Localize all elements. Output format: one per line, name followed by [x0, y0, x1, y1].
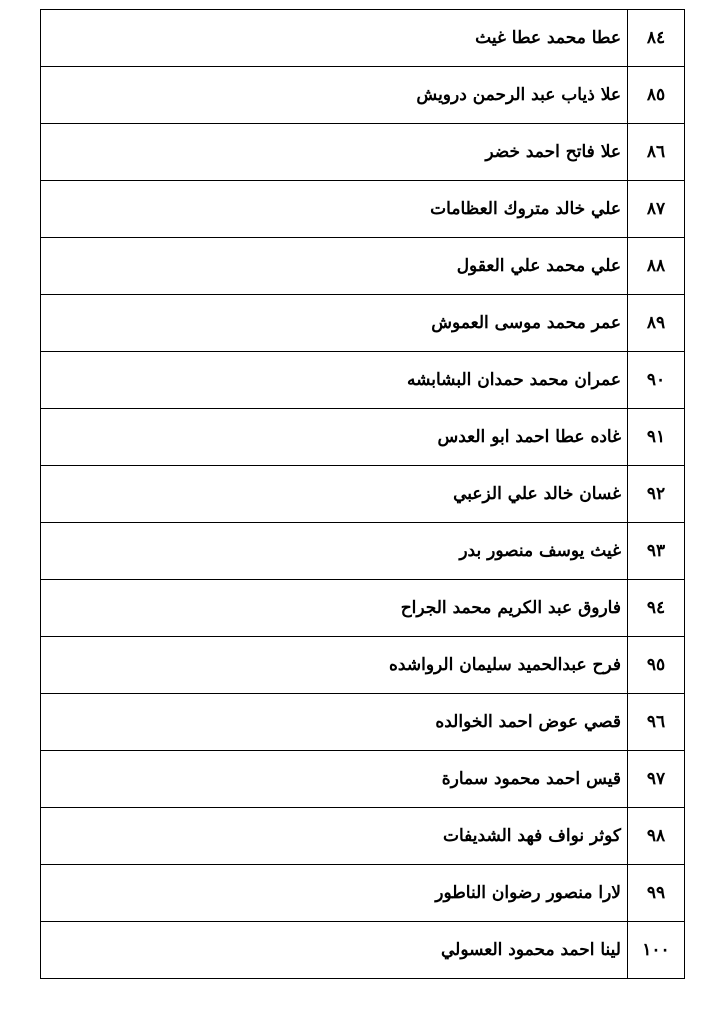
table-row [41, 523, 685, 580]
row-name: عمر محمد موسى العموش [41, 295, 628, 352]
row-name: قصي عوض احمد الخوالده [41, 694, 628, 751]
row-number: ٨٦ [628, 124, 685, 181]
table-row [41, 67, 685, 124]
row-name: علي محمد علي العقول [41, 238, 628, 295]
row-number: ٩٤ [628, 580, 685, 637]
table-row [41, 865, 685, 922]
table-row [41, 10, 685, 67]
row-number: ٩١ [628, 409, 685, 466]
row-name: قيس احمد محمود سمارة [41, 751, 628, 808]
row-name: عمران محمد حمدان البشابشه [41, 352, 628, 409]
names-table [40, 9, 685, 979]
row-number: ٨٩ [628, 295, 685, 352]
table-row [41, 466, 685, 523]
row-name: فرح عبدالحميد سليمان الرواشده [41, 637, 628, 694]
row-number: ٨٤ [628, 10, 685, 67]
table-row [41, 238, 685, 295]
row-number: ٩٧ [628, 751, 685, 808]
row-name: عطا محمد عطا غيث [41, 10, 628, 67]
table-row [41, 637, 685, 694]
row-name: علا فاتح احمد خضر [41, 124, 628, 181]
table-row [41, 694, 685, 751]
row-name: غيث يوسف منصور بدر [41, 523, 628, 580]
row-number: ٩٣ [628, 523, 685, 580]
row-name: علي خالد متروك العظامات [41, 181, 628, 238]
table-row [41, 751, 685, 808]
row-number: ٩٨ [628, 808, 685, 865]
row-name: غسان خالد علي الزعبي [41, 466, 628, 523]
row-name: فاروق عبد الكريم محمد الجراح [41, 580, 628, 637]
table-row [41, 409, 685, 466]
row-name: كوثر نواف فهد الشديفات [41, 808, 628, 865]
row-number: ١٠٠ [628, 922, 685, 979]
table-row [41, 181, 685, 238]
row-name: علا ذياب عبد الرحمن درويش [41, 67, 628, 124]
row-number: ٨٨ [628, 238, 685, 295]
table-row [41, 808, 685, 865]
table-row [41, 124, 685, 181]
row-number: ٩٥ [628, 637, 685, 694]
table-row [41, 295, 685, 352]
row-number: ٩٢ [628, 466, 685, 523]
row-number: ٩٠ [628, 352, 685, 409]
row-name: غاده عطا احمد ابو العدس [41, 409, 628, 466]
row-name: لينا احمد محمود العسولي [41, 922, 628, 979]
table-row [41, 922, 685, 979]
row-name: لارا منصور رضوان الناطور [41, 865, 628, 922]
row-number: ٨٥ [628, 67, 685, 124]
table-row [41, 580, 685, 637]
row-number: ٩٩ [628, 865, 685, 922]
row-number: ٨٧ [628, 181, 685, 238]
row-number: ٩٦ [628, 694, 685, 751]
table-row [41, 352, 685, 409]
